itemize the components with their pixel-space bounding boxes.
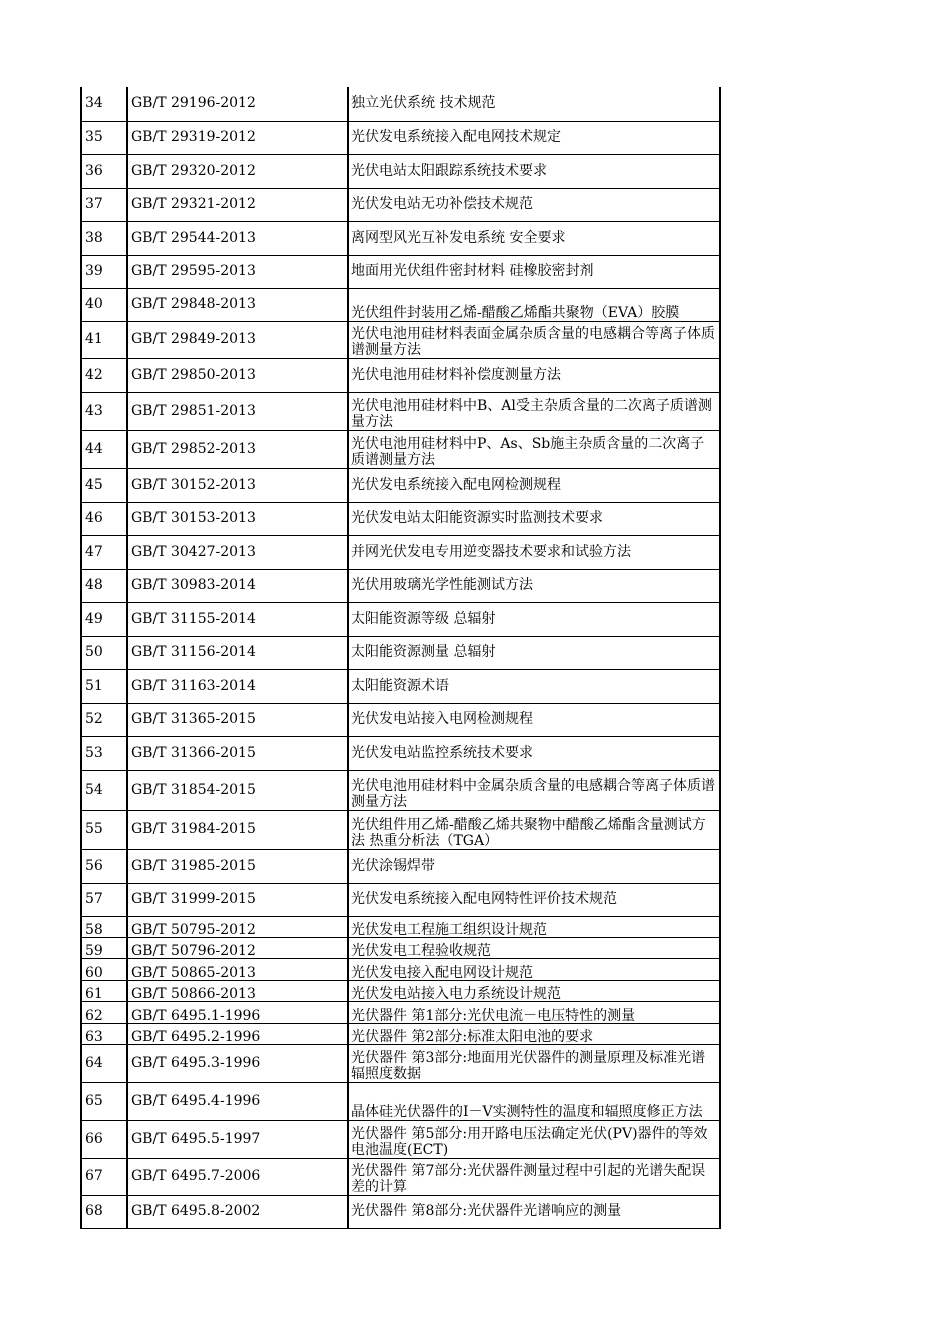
table-row (81, 602, 720, 636)
standard-code-cell: GB/T 29319-2012 (127, 121, 348, 154)
table-row (81, 958, 720, 980)
standard-code-cell: GB/T 6495.2-1996 (127, 1023, 348, 1044)
row-number-cell: 67 (81, 1158, 127, 1195)
table-row (81, 703, 720, 736)
standard-title-cell: 光伏电池用硅材料中B、Al受主杂质含量的二次离子质谱测量方法 (348, 392, 720, 430)
standard-title-cell: 光伏器件 第1部分:光伏电流－电压特性的测量 (348, 1001, 720, 1023)
table-row (81, 810, 720, 849)
row-number-cell: 46 (81, 502, 127, 535)
row-number-cell: 61 (81, 980, 127, 1001)
standards-table (80, 87, 721, 1229)
table-row (81, 121, 720, 154)
standard-title-cell: 光伏器件 第2部分:标准太阳电池的要求 (348, 1023, 720, 1044)
standard-code-cell: GB/T 29595-2013 (127, 255, 348, 288)
standard-title-cell: 光伏发电工程施工组织设计规范 (348, 916, 720, 937)
standard-code-cell: GB/T 29850-2013 (127, 358, 348, 392)
standard-code-cell: GB/T 30153-2013 (127, 502, 348, 535)
standard-code-cell: GB/T 50796-2012 (127, 937, 348, 958)
standard-title-cell: 离网型风光互补发电系统 安全要求 (348, 221, 720, 255)
standard-code-cell: GB/T 29321-2012 (127, 188, 348, 221)
standard-title-cell: 并网光伏发电专用逆变器技术要求和试验方法 (348, 535, 720, 569)
row-number-cell: 65 (81, 1082, 127, 1120)
row-number-cell: 66 (81, 1120, 127, 1158)
row-number-cell: 38 (81, 221, 127, 255)
standard-code-cell: GB/T 6495.4-1996 (127, 1082, 348, 1120)
row-number-cell: 63 (81, 1023, 127, 1044)
standard-code-cell: GB/T 29848-2013 (127, 288, 348, 321)
table-row (81, 221, 720, 255)
row-number-cell: 47 (81, 535, 127, 569)
row-number-cell: 39 (81, 255, 127, 288)
row-number-cell: 59 (81, 937, 127, 958)
table-body (81, 87, 720, 1228)
table-row (81, 430, 720, 468)
table-row (81, 636, 720, 669)
standard-title-cell: 地面用光伏组件密封材料 硅橡胶密封剂 (348, 255, 720, 288)
standard-title-cell: 光伏组件用乙烯-醋酸乙烯共聚物中醋酸乙烯酯含量测试方法 热重分析法（TGA） (348, 810, 720, 849)
standard-title-cell: 光伏电池用硅材料中金属杂质含量的电感耦合等离子体质谱测量方法 (348, 770, 720, 810)
standard-title-cell: 光伏器件 第8部分:光伏器件光谱响应的测量 (348, 1195, 720, 1228)
standard-code-cell: GB/T 29544-2013 (127, 221, 348, 255)
standard-title-cell: 光伏发电系统接入配电网特性评价技术规范 (348, 883, 720, 916)
standard-code-cell: GB/T 31155-2014 (127, 602, 348, 636)
standard-code-cell: GB/T 50795-2012 (127, 916, 348, 937)
standard-title-cell: 光伏发电系统接入配电网检测规程 (348, 468, 720, 502)
table-row (81, 916, 720, 937)
standard-code-cell: GB/T 6495.5-1997 (127, 1120, 348, 1158)
table-row (81, 502, 720, 535)
standard-code-cell: GB/T 31984-2015 (127, 810, 348, 849)
standard-code-cell: GB/T 31163-2014 (127, 669, 348, 703)
standard-title-cell: 太阳能资源术语 (348, 669, 720, 703)
standard-code-cell: GB/T 31365-2015 (127, 703, 348, 736)
row-number-cell: 57 (81, 883, 127, 916)
table-row (81, 669, 720, 703)
row-number-cell: 58 (81, 916, 127, 937)
standard-title-cell: 独立光伏系统 技术规范 (348, 87, 720, 121)
table-row (81, 736, 720, 770)
standard-title-cell: 光伏发电站监控系统技术要求 (348, 736, 720, 770)
table-row (81, 1044, 720, 1082)
standard-code-cell: GB/T 29849-2013 (127, 321, 348, 358)
standard-code-cell: GB/T 31156-2014 (127, 636, 348, 669)
standard-title-cell: 光伏涂锡焊带 (348, 849, 720, 883)
table-row (81, 154, 720, 188)
row-number-cell: 35 (81, 121, 127, 154)
table-row (81, 770, 720, 810)
standard-code-cell: GB/T 6495.1-1996 (127, 1001, 348, 1023)
table-row (81, 358, 720, 392)
row-number-cell: 36 (81, 154, 127, 188)
table-row (81, 1082, 720, 1120)
standard-code-cell: GB/T 50866-2013 (127, 980, 348, 1001)
standard-code-cell: GB/T 6495.7-2006 (127, 1158, 348, 1195)
table-row (81, 288, 720, 321)
row-number-cell: 50 (81, 636, 127, 669)
table-row (81, 535, 720, 569)
standard-title-cell: 光伏发电工程验收规范 (348, 937, 720, 958)
standard-code-cell: GB/T 29851-2013 (127, 392, 348, 430)
table-row (81, 1120, 720, 1158)
row-number-cell: 53 (81, 736, 127, 770)
table-row (81, 87, 720, 121)
standard-code-cell: GB/T 31985-2015 (127, 849, 348, 883)
standard-code-cell: GB/T 30152-2013 (127, 468, 348, 502)
table-row (81, 255, 720, 288)
standard-title-cell: 光伏发电系统接入配电网技术规定 (348, 121, 720, 154)
row-number-cell: 56 (81, 849, 127, 883)
standard-title-cell: 光伏器件 第7部分:光伏器件测量过程中引起的光谱失配误差的计算 (348, 1158, 720, 1195)
row-number-cell: 42 (81, 358, 127, 392)
table-row (81, 883, 720, 916)
table-row (81, 937, 720, 958)
row-number-cell: 43 (81, 392, 127, 430)
row-number-cell: 41 (81, 321, 127, 358)
standard-code-cell: GB/T 50865-2013 (127, 958, 348, 980)
standard-title-cell: 光伏用玻璃光学性能测试方法 (348, 569, 720, 602)
standard-code-cell: GB/T 30983-2014 (127, 569, 348, 602)
row-number-cell: 48 (81, 569, 127, 602)
standard-title-cell: 光伏发电站无功补偿技术规范 (348, 188, 720, 221)
standard-title-cell: 太阳能资源等级 总辐射 (348, 602, 720, 636)
row-number-cell: 45 (81, 468, 127, 502)
standard-code-cell: GB/T 29196-2012 (127, 87, 348, 121)
row-number-cell: 40 (81, 288, 127, 321)
standard-title-cell: 光伏电池用硅材料补偿度测量方法 (348, 358, 720, 392)
standard-title-cell: 光伏发电站太阳能资源实时监测技术要求 (348, 502, 720, 535)
standard-title-cell: 太阳能资源测量 总辐射 (348, 636, 720, 669)
standard-title-cell: 晶体硅光伏器件的I－V实测特性的温度和辐照度修正方法 (348, 1082, 720, 1120)
row-number-cell: 64 (81, 1044, 127, 1082)
standard-code-cell: GB/T 6495.3-1996 (127, 1044, 348, 1082)
standard-title-cell: 光伏发电站接入电力系统设计规范 (348, 980, 720, 1001)
standard-title-cell: 光伏电站太阳跟踪系统技术要求 (348, 154, 720, 188)
table-row (81, 1195, 720, 1228)
row-number-cell: 51 (81, 669, 127, 703)
standard-code-cell: GB/T 31366-2015 (127, 736, 348, 770)
table-row (81, 569, 720, 602)
standard-code-cell: GB/T 31999-2015 (127, 883, 348, 916)
standard-title-cell: 光伏电池用硅材料表面金属杂质含量的电感耦合等离子体质谱测量方法 (348, 321, 720, 358)
table-row (81, 468, 720, 502)
row-number-cell: 34 (81, 87, 127, 121)
table-row (81, 321, 720, 358)
row-number-cell: 62 (81, 1001, 127, 1023)
standard-title-cell: 光伏器件 第5部分:用开路电压法确定光伏(PV)器件的等效电池温度(ECT) (348, 1120, 720, 1158)
standard-code-cell: GB/T 6495.8-2002 (127, 1195, 348, 1228)
table-row (81, 392, 720, 430)
row-number-cell: 68 (81, 1195, 127, 1228)
row-number-cell: 44 (81, 430, 127, 468)
standard-code-cell: GB/T 31854-2015 (127, 770, 348, 810)
row-number-cell: 37 (81, 188, 127, 221)
row-number-cell: 52 (81, 703, 127, 736)
standard-title-cell: 光伏器件 第3部分:地面用光伏器件的测量原理及标准光谱辐照度数据 (348, 1044, 720, 1082)
standard-title-cell: 光伏发电接入配电网设计规范 (348, 958, 720, 980)
table-row (81, 1158, 720, 1195)
table-row (81, 1001, 720, 1023)
standard-title-cell: 光伏组件封装用乙烯-醋酸乙烯酯共聚物（EVA）胶膜 (348, 288, 720, 321)
table-row (81, 188, 720, 221)
row-number-cell: 49 (81, 602, 127, 636)
table-row (81, 849, 720, 883)
row-number-cell: 60 (81, 958, 127, 980)
standard-title-cell: 光伏电池用硅材料中P、As、Sb施主杂质含量的二次离子质谱测量方法 (348, 430, 720, 468)
table-row (81, 1023, 720, 1044)
standard-code-cell: GB/T 30427-2013 (127, 535, 348, 569)
table-row (81, 980, 720, 1001)
standard-code-cell: GB/T 29320-2012 (127, 154, 348, 188)
standard-title-cell: 光伏发电站接入电网检测规程 (348, 703, 720, 736)
standard-code-cell: GB/T 29852-2013 (127, 430, 348, 468)
row-number-cell: 55 (81, 810, 127, 849)
row-number-cell: 54 (81, 770, 127, 810)
